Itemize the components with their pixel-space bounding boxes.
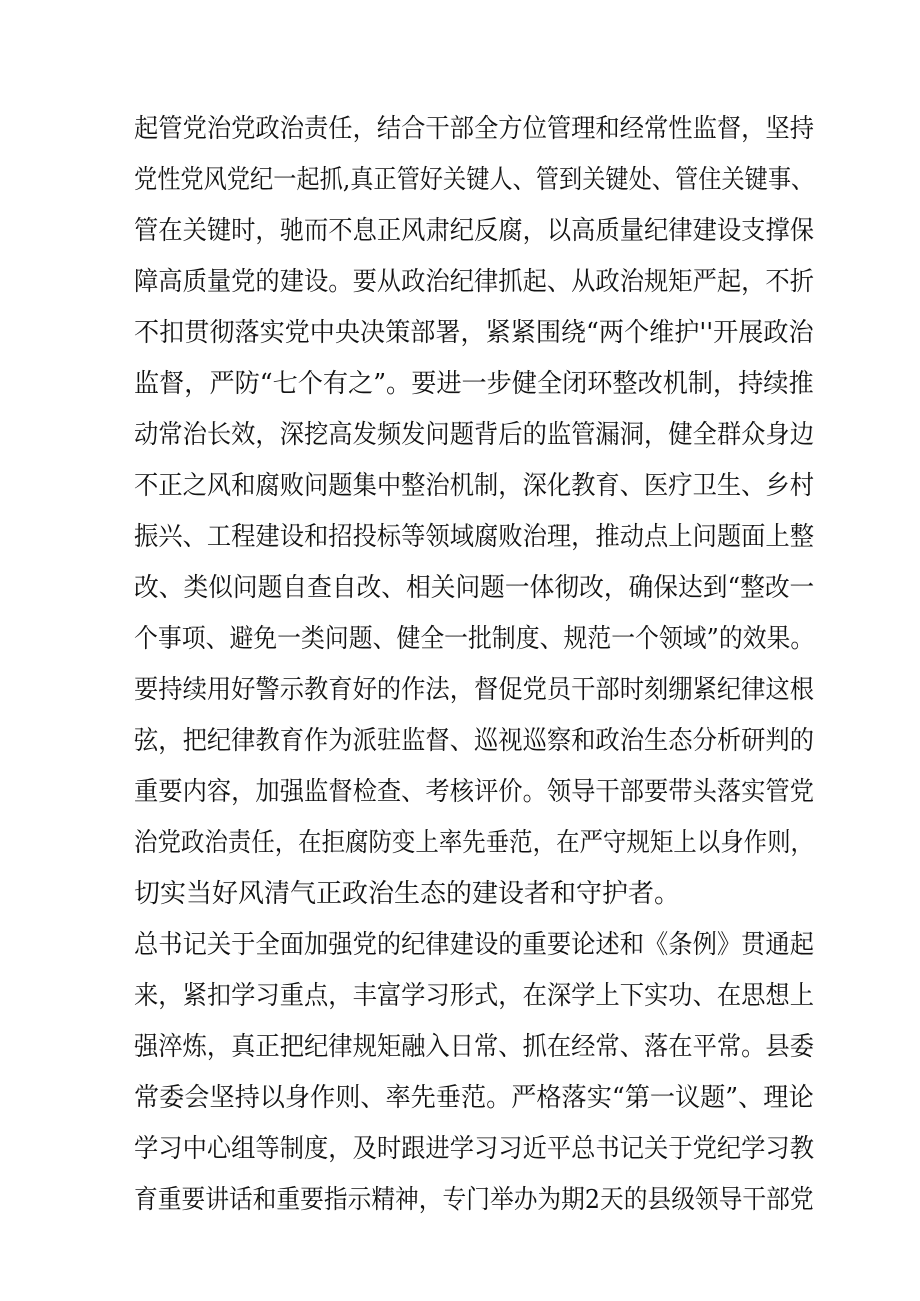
paragraph-1-line: 重要内容，加强监督检查、考核评价。领导干部要带头落实管党 [134, 777, 815, 807]
paragraph-1-line: 管在关键时，驰而不息正风肃纪反腐，以高质量纪律建设支撑保 [134, 216, 815, 246]
paragraph-1-line: 障高质量党的建设。要从政治纪律抓起、从政治规矩严起，不折 [134, 267, 815, 297]
paragraph-2-line: 学习中心组等制度，及时跟进学习习近平总书记关于党纪学习教 [134, 1134, 815, 1164]
paragraph-1-line: 治党政治责任，在拒腐防变上率先垂范，在严守规矩上以身作则， [134, 828, 815, 858]
paragraph-2-line: 育重要讲话和重要指示精神，专门举办为期2天的县级领导干部党 [134, 1185, 814, 1215]
paragraph-1-line: 监督，严防“七个有之”。要进一步健全闭环整改机制，持续推 [134, 369, 814, 399]
paragraph-1-line: 改、类似问题自查自改、相关问题一体彻改，确保达到“整改一 [134, 573, 815, 603]
paragraph-1-line: 动常治长效，深挖高发频发问题背后的监管漏洞，健全群众身边 [134, 420, 815, 450]
paragraph-1-line: 不正之风和腐败问题集中整治机制，深化教育、医疗卫生、乡村 [134, 471, 815, 501]
paragraph-1-line: 弦，把纪律教育作为派驻监督、巡视巡察和政治生态分析研判的 [134, 726, 815, 756]
paragraph-2-line: 总书记关于全面加强党的纪律建设的重要论述和《条例》贯通起 [134, 930, 815, 960]
paragraph-1-line: 个事项、避免一类问题、健全一批制度、规范一个领域”的效果。 [134, 624, 815, 654]
paragraph-2-line: 强淬炼，真正把纪律规矩融入日常、抓在经常、落在平常。县委 [134, 1032, 815, 1062]
paragraph-1-line: 切实当好风清气正政治生态的建设者和守护者。 [134, 879, 681, 909]
paragraph-2-line: 来，紧扣学习重点，丰富学习形式，在深学上下实功、在思想上 [134, 981, 815, 1011]
paragraph-1-line: 要持续用好警示教育好的作法，督促党员干部时刻绷紧纪律这根 [134, 675, 815, 705]
paragraph-1-line: 振兴、工程建设和招投标等领域腐败治理，推动点上问题面上整 [134, 522, 815, 552]
paragraph-1-line: 党性党风党纪一起抓,真正管好关键人、管到关键处、管住关键事、 [134, 165, 815, 195]
paragraph-1-line: 起管党治党政治责任，结合干部全方位管理和经常性监督，坚持 [134, 114, 815, 144]
paragraph-2-line: 常委会坚持以身作则、率先垂范。严格落实“第一议题”、理论 [134, 1083, 814, 1113]
paragraph-1-line: 不扣贯彻落实党中央决策部署，紧紧围绕“两个维护''开展政治 [134, 318, 814, 348]
